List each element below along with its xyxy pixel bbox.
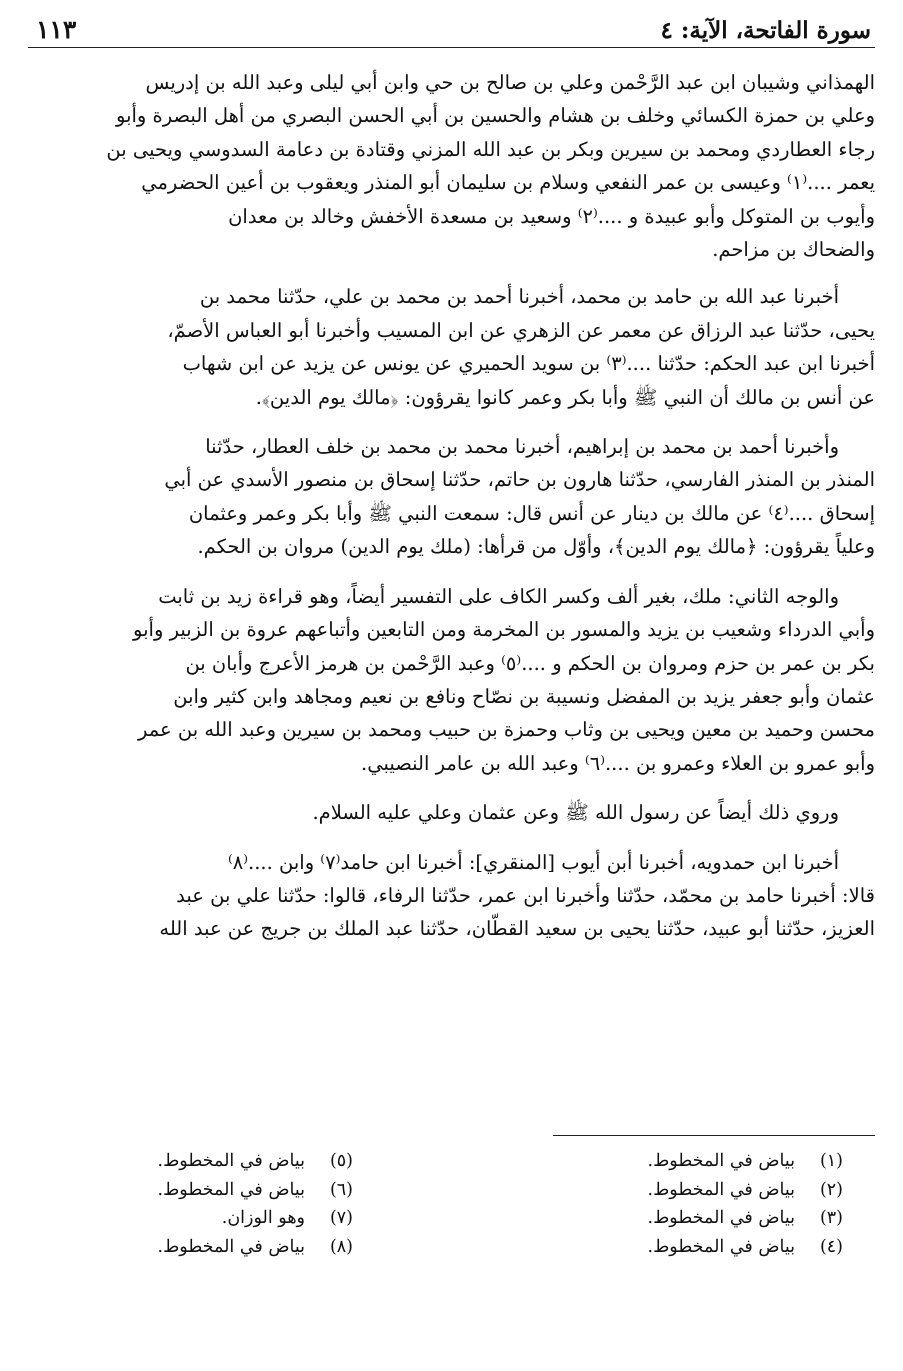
footnote xyxy=(523,1233,843,1262)
text-line: وأيوب بن المتوكل وأبو عبيدة و ....⁽٢⁾ وسعيد بن مسعدة الأخفش وخالد بن معدان xyxy=(228,204,875,228)
footnote-number: (٧) xyxy=(329,1208,353,1228)
text-line: يعمر ....⁽١⁾ وعيسى بن عمر النفعي وسلام بن سليمان أبو المنذر ويعقوب بن أعين الحضرمي xyxy=(141,171,875,195)
text-line: وعلي بن حمزة الكسائي وخلف بن هشام والحسين بن أبي الحسن البصري من أهل البصرة وأبو xyxy=(116,104,875,128)
paragraph xyxy=(28,846,875,946)
footnote xyxy=(523,1204,843,1233)
text-line: وأبي الدرداء وشعيب بن يزيد والمسور بن المخرمة ومن التابعين وأتباعهم عروة بن الزبير وأبو xyxy=(133,618,875,642)
text-line: العزيز، حدّثنا أبو عبيد، حدّثنا يحيى بن سعيد القطّان، حدّثنا عبد الملك بن جريج عن عبد الله xyxy=(159,917,875,941)
text-line: وعلياً يقرؤون: ﴿مالك يوم الدين﴾، وأوّل من قرأها: (ملك يوم الدين) مروان بن الحكم. xyxy=(197,535,875,559)
book-page xyxy=(28,0,875,1371)
paragraph xyxy=(28,430,875,564)
footnote xyxy=(523,1176,843,1205)
footnote-text: بياض في المخطوط. xyxy=(157,1236,305,1257)
text-line: عثمان وأبو جعفر يزيد بن المفضل ونسيبة بن نصّاح ونافع بن نعيم ومجاهد وابن كثير وابن xyxy=(173,684,875,708)
text-line: بكر بن عمر بن حزم ومروان بن الحكم و ....⁽٥⁾ وعبد الرَّحْمن بن هرمز الأعرج وأبان بن xyxy=(185,651,875,675)
footnote xyxy=(33,1176,353,1205)
paragraph xyxy=(28,580,875,780)
text-line: وأخبرنا أحمد بن محمد بن إبراهيم، أخبرنا محمد بن محمد بن خلف العطار، حدّثنا xyxy=(205,435,839,459)
footnote-number: (١) xyxy=(819,1151,843,1171)
header-title: سورة الفاتحة، الآية: ٤ xyxy=(660,17,871,44)
paragraph xyxy=(28,66,875,266)
footnote-text: بياض في المخطوط. xyxy=(647,1208,795,1228)
text-line: عن أنس بن مالك أن النبي ﷺ وأبا بكر وعمر كانوا يقرؤون: ﴿مالك يوم الدين﴾. xyxy=(255,385,875,409)
footnote-text: بياض في المخطوط. xyxy=(157,1151,305,1171)
footnote xyxy=(33,1233,353,1262)
footnote-column xyxy=(33,1147,523,1261)
footnote xyxy=(33,1204,353,1233)
footnote-text: بياض في المخطوط. xyxy=(647,1151,795,1171)
footnote-text: بياض في المخطوط. xyxy=(647,1236,795,1257)
footnote-number: (٨) xyxy=(329,1236,353,1257)
paragraph xyxy=(28,280,875,414)
text-line: أخبرنا عبد الله بن حامد بن محمد، أخبرنا أحمد بن محمد بن علي، حدّثنا محمد بن xyxy=(199,285,839,309)
text-line: إسحاق ....⁽٤⁾ عن مالك بن دينار عن أنس قال: سمعت النبي ﷺ وأبا بكر وعمر وعثمان xyxy=(188,501,875,525)
text-line: وروي ذلك أيضاً عن رسول الله ﷺ وعن عثمان وعلي عليه السلام. xyxy=(312,801,839,825)
text-line: والوجه الثاني: ملك، بغير ألف وكسر الكاف على التفسير أيضاً، وهو قراءة زيد بن ثابت xyxy=(158,584,839,608)
text-line: والضحاك بن مزاحم. xyxy=(712,238,875,262)
text-line: الهمذاني وشيبان ابن عبد الرَّحْمن وعلي بن صالح بن حي وابن أبي ليلى وعبد الله بن إدريس xyxy=(145,71,875,94)
footnote xyxy=(523,1147,843,1176)
text-line: وأبو عمرو بن العلاء وعمرو بن ....⁽٦⁾ وعبد الله بن عامر النصيبي. xyxy=(361,751,875,775)
header-rule xyxy=(28,47,875,48)
text-line: يحيى، حدّثنا عبد الرزاق عن معمر عن الزهري عن ابن المسيب وأخبرنا أبو العباس الأصمّ، xyxy=(167,318,875,342)
text-line: أخبرنا ابن حمدويه، أخبرنا أبن أيوب [المنقري]: أخبرنا ابن حامد⁽٧⁾ وابن ....⁽٨⁾ xyxy=(227,850,839,874)
footnote-number: (٦) xyxy=(329,1179,353,1200)
footnotes xyxy=(28,1147,875,1261)
text-line: قالا: أخبرنا حامد بن محمّد، حدّثنا وأخبرنا ابن عمر، حدّثنا الرفاء، قالوا: حدّثنا علي بن عبد xyxy=(176,883,875,907)
footnote-number: (٤) xyxy=(819,1236,843,1257)
footnote-number: (٢) xyxy=(819,1179,843,1200)
body-text xyxy=(28,66,875,962)
footnote-number: (٣) xyxy=(819,1208,843,1228)
running-header xyxy=(28,6,875,44)
footnote-number: (٥) xyxy=(329,1151,353,1171)
text-line: أخبرنا ابن عبد الحكم: حدّثنا ....⁽٣⁾ بن سويد الحميري عن يونس عن يزيد عن ابن شهاب xyxy=(182,352,875,376)
footnote-text: بياض في المخطوط. xyxy=(647,1179,795,1200)
footnote xyxy=(33,1147,353,1176)
text-line: رجاء العطاردي ومحمد بن سيرين وبكر بن عبد الله المزني وقتادة بن دعامة السدوسي ويحيى بن xyxy=(106,137,875,161)
text-line: محسن وحميد بن معين ويحيى بن وثاب وحمزة بن حبيب ومحمد بن سيرين وعبد الله بن عمر xyxy=(138,718,875,742)
footnote-column xyxy=(523,1147,875,1261)
footnote-text: بياض في المخطوط. xyxy=(157,1179,305,1200)
footnote-separator xyxy=(553,1135,875,1136)
footnote-text: وهو الوزان. xyxy=(221,1208,305,1228)
page-number: ١١٣ xyxy=(36,15,77,44)
paragraph xyxy=(28,796,875,829)
text-line: المنذر بن المنذر الفارسي، حدّثنا هارون بن حاتم، حدّثنا إسحاق بن منصور الأسدي عن أبي xyxy=(164,468,875,492)
